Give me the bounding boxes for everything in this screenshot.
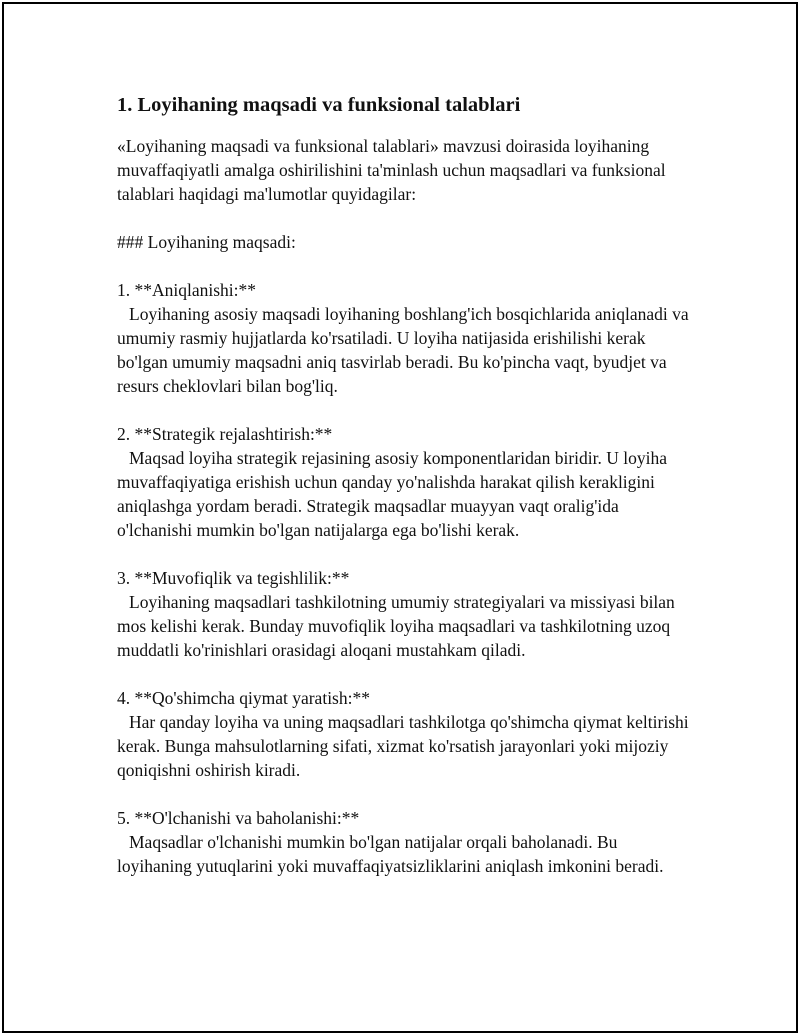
spacer (117, 206, 692, 230)
list-item-title: 1. **Aniqlanishi:** (117, 280, 257, 300)
list-item-title: 4. **Qo'shimcha qiymat yaratish:** (117, 688, 370, 708)
list-item-body: Maqsadlar o'lchanishi mumkin bo'lgan natijalar orqali baholanadi. Bu loyihaning yutuqlarini yoki muvaffaqiyatsizliklarini aniqlash imkonini beradi. (117, 832, 664, 876)
document-title: 1. Loyihaning maqsadi va funksional talablari (117, 94, 521, 116)
spacer (117, 254, 692, 278)
list-item-title: 5. **O'lchanishi va baholanishi:** (117, 808, 360, 828)
list-item-body: Loyihaning maqsadlari tashkilotning umumiy strategiyalari va missiyasi bilan mos kelishi kerak. Bunday muvofiqlik loyiha maqsadlari va tashkilotning uzoq muddatli ko'rinishlari orasidagi aloqani mustahkam qiladi. (117, 592, 675, 660)
spacer (117, 662, 692, 686)
intro-paragraph: «Loyihaning maqsadi va funksional talablari» mavzusi doirasida loyihaning muvaffaqiyatli amalga oshirilishini ta'minlash uchun maqsadlari va funksional talablari haqidagi ma'lumotlar quyidagilar: (117, 136, 670, 204)
list-item-title: 2. **Strategik rejalashtirish:** (117, 424, 333, 444)
list-item-body: Har qanday loyiha va uning maqsadlari tashkilotga qo'shimcha qiymat keltirishi kerak. Bunga mahsulotlarning sifati, xizmat ko'rsatish jarayonlari yoki mijoziy qoniqishni oshirish kiradi. (117, 712, 689, 780)
list-item-5 (117, 806, 692, 878)
list-item-2 (117, 422, 692, 542)
list-item-3 (117, 566, 692, 662)
document-content (117, 92, 692, 878)
list-item-1 (117, 278, 692, 398)
spacer (117, 542, 692, 566)
spacer (117, 782, 692, 806)
section-heading: ### Loyihaning maqsadi: (117, 232, 296, 252)
list-item-body: Maqsad loyiha strategik rejasining asosiy komponentlaridan biridir. U loyiha muvaffaqiyatiga erishish uchun qanday yo'nalishda harakat qilish kerakligini aniqlashga yordam beradi. Strategik maqsadlar muayyan vaqt oralig'ida o'lchanishi mumkin bo'lgan natijalarga ega bo'lishi kerak. (117, 448, 668, 540)
spacer (117, 398, 692, 422)
list-item-4 (117, 686, 692, 782)
list-item-title: 3. **Muvofiqlik va tegishlilik:** (117, 568, 350, 588)
list-item-body: Loyihaning asosiy maqsadi loyihaning boshlang'ich bosqichlarida aniqlanadi va umumiy rasmiy hujjatlarda ko'rsatiladi. U loyiha natijasida erishilishi kerak bo'lgan umumiy maqsadni aniq tasvirlab beradi. Bu ko'pincha vaqt, byudjet va resurs cheklovlari bilan bog'liq. (117, 304, 689, 396)
